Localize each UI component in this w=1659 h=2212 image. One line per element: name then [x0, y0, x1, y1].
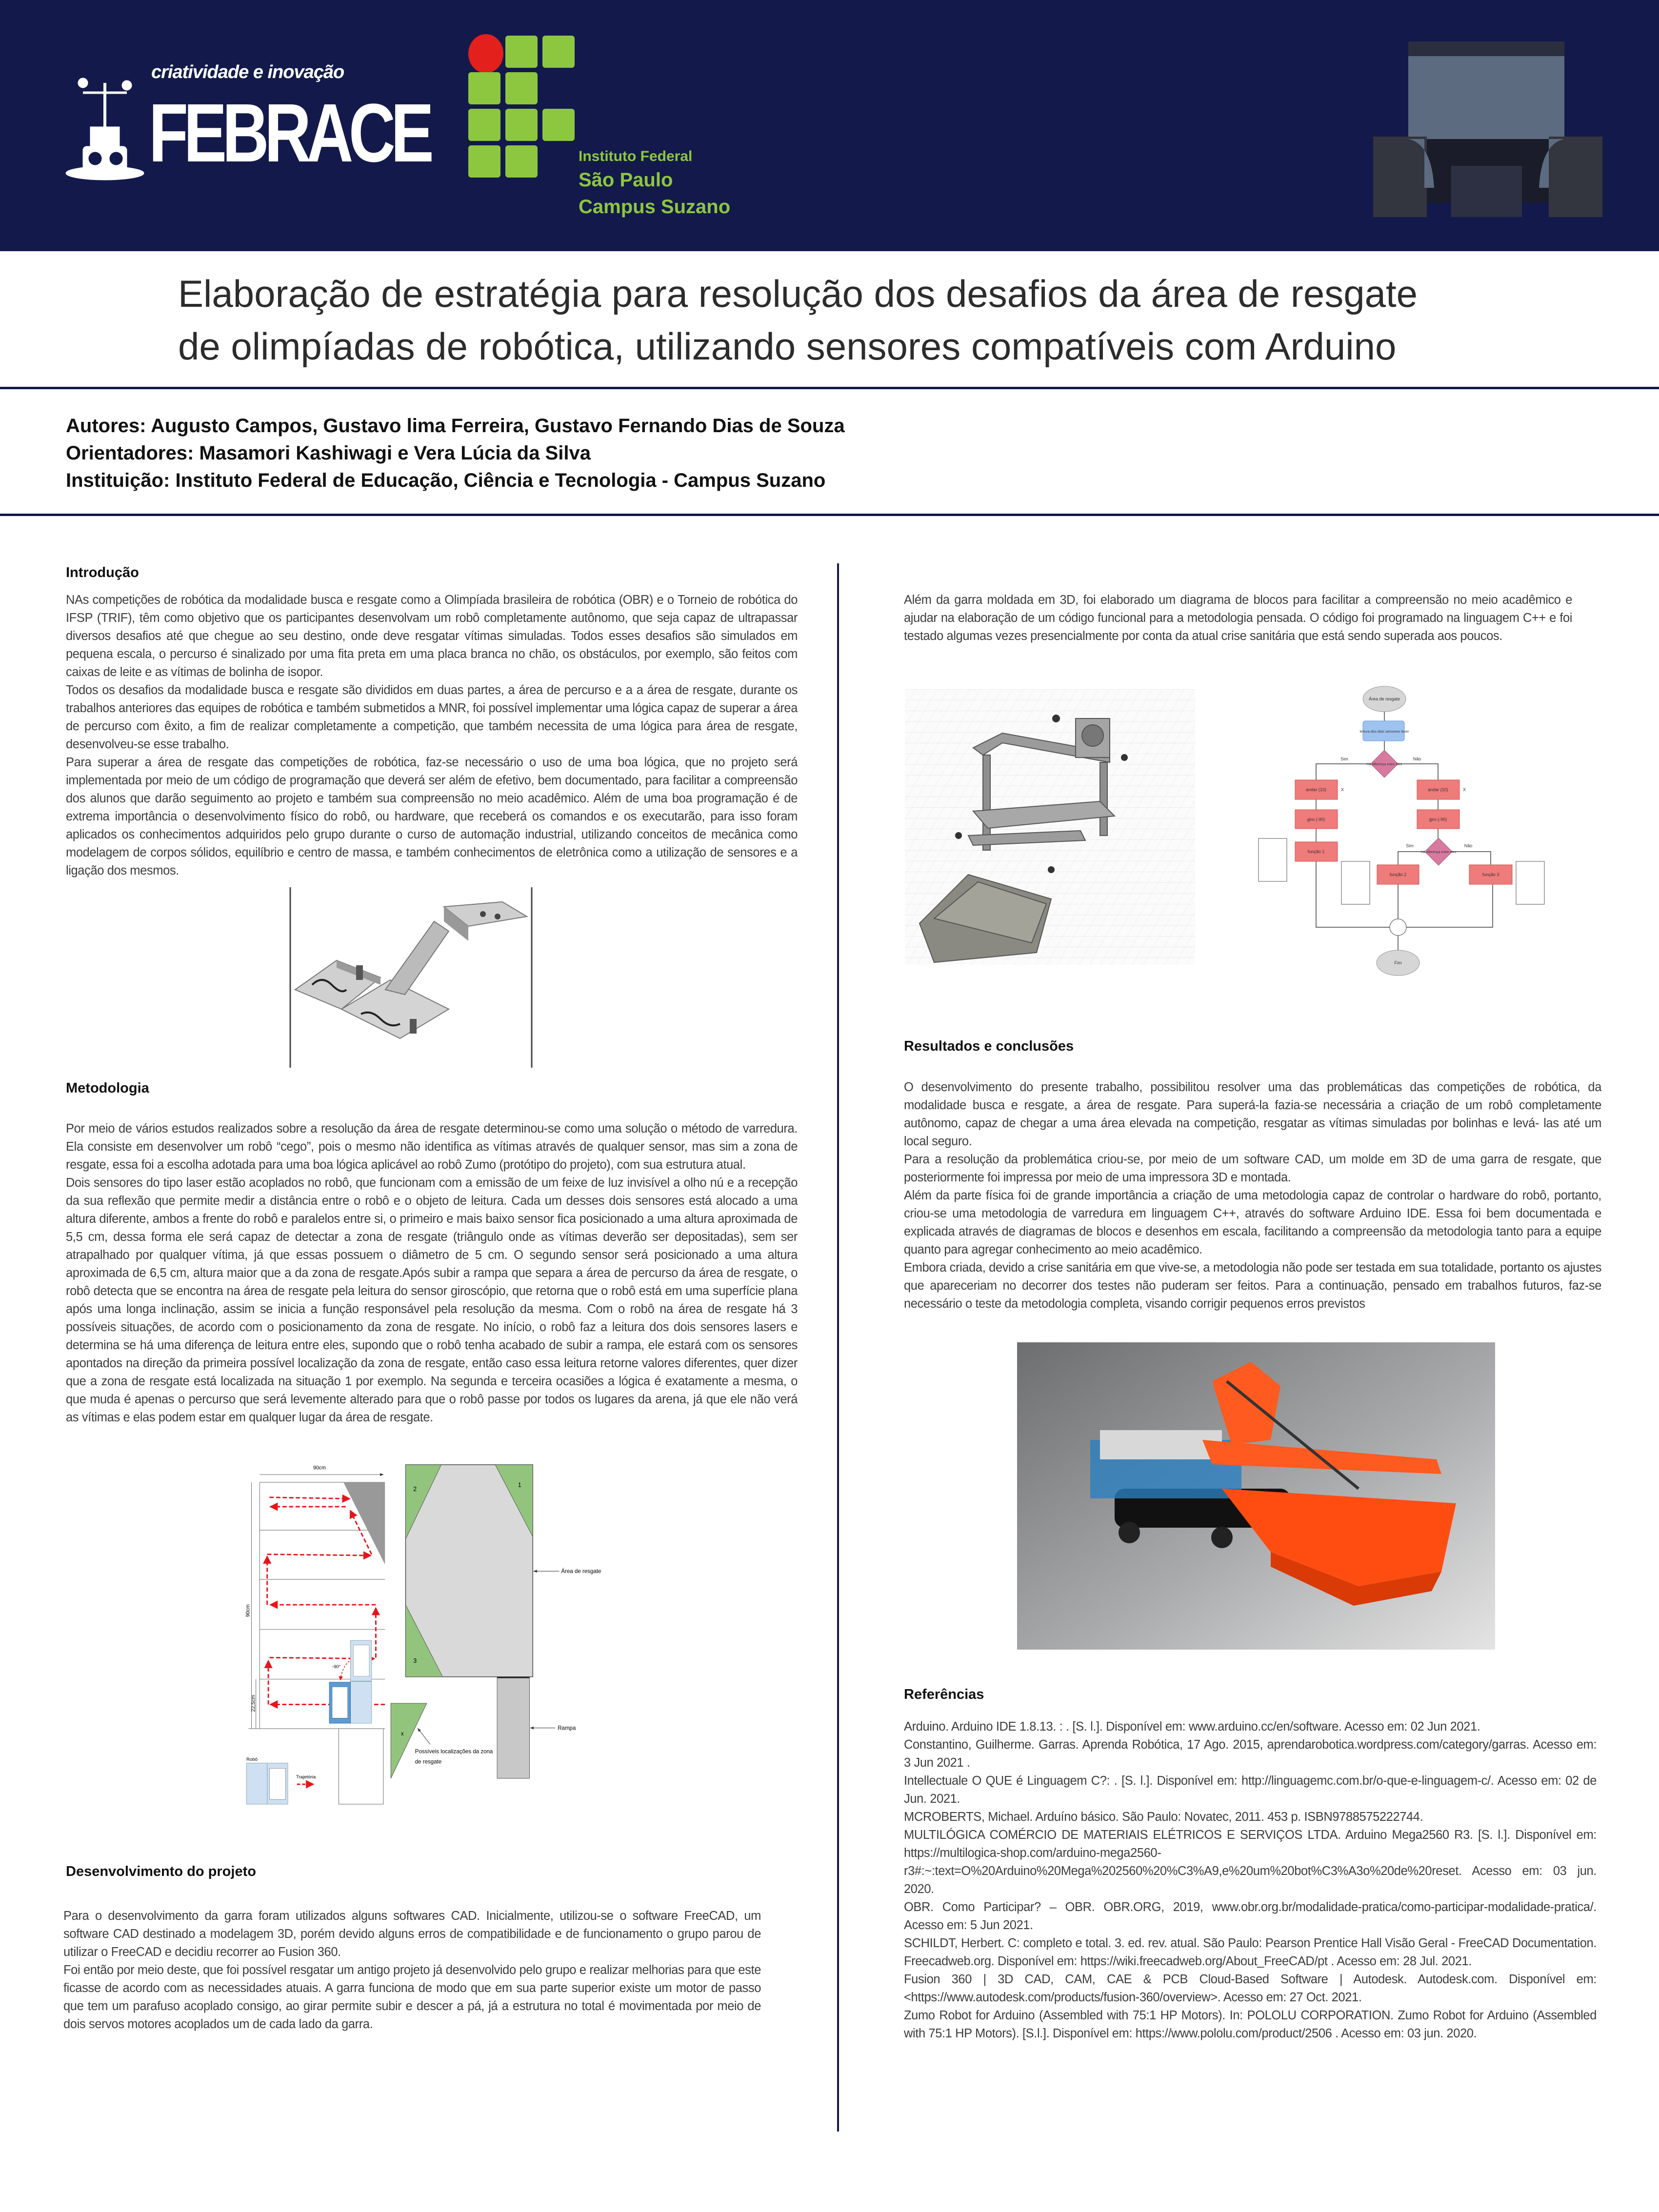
- flow-move-2: andar (10): [1428, 787, 1448, 792]
- reference-item: MULTILÓGICA COMÉRCIO DE MATERIAIS ELÉTRICOS E SERVIÇOS LTDA. Arduino Mega2560 R3. [S. l.]. Disponível em: https://multilogica-shop.com/arduino-mega2560- r3#:~:text=O%20Arduino%20Mega%202560%20%C3%A9,e%20um%20bot%C3%A3o%20de%20reset. Acesso em: 03 jun. 2020.: [904, 1828, 1597, 1896]
- height-label: 90cm: [245, 1604, 251, 1617]
- advisors-line: Orientadores: Masamori Kashiwagi e Vera Lúcia da Silva: [66, 442, 591, 464]
- area-label: Área de resgate: [561, 1569, 601, 1575]
- reference-item: Zumo Robot for Arduino (Assembled with 75:1 HP Motors). In: POLOLU CORPORATION. Zumo Robot for Arduino (Assembled with 75:1 HP Motors). [S.l.]. Disponível em: https://www.pololu.com/product/2506 . Acesso em: 03 jun. 2020.: [904, 2009, 1597, 2040]
- flow-start: Área de resgate: [1368, 697, 1400, 701]
- if-logo: [468, 34, 580, 180]
- section-heading-introducao: Introdução: [66, 565, 139, 580]
- if-line-3: Campus Suzano: [579, 196, 731, 218]
- left-column: [63, 564, 798, 2033]
- reference-item: Intellectuale O QUE é Linguagem C?: . [S. l.]. Disponível em: http://linguagemc.com.br/o-que-e-linguagem-c/. Acesso em: 02 de Jun. 2021.: [904, 1774, 1597, 1806]
- flow-f3: função 3: [1482, 872, 1499, 877]
- flow-x-2: X: [1462, 787, 1466, 792]
- flowchart-diagram: [1249, 679, 1551, 1001]
- flow-move: andar (10): [1306, 787, 1326, 792]
- flow-end: Fim: [1394, 960, 1402, 965]
- febrace-tagline: criatividade e inovação: [151, 62, 344, 82]
- paragraph: NAs competições de robótica da modalidade busca e resgate como a Olimpíada brasileira de robótica (OBR) e o Torneio de robótica do IFSP (TRIF), têm como objetivo que os participantes desenvolvam um robô completamente autônomo, que seja capaz de ultrapassar diversos desafios até que chegue ao seu destino, onde deve resgatar vítimas simuladas. Todos esses desafios são simulados em pequena escala, o percurso é sinalizado por uma fita preta em uma placa branca no chão, os obstáculos, por exemplo, são feitos com caixas de leite e as vítimas de bolinha de isopor.: [66, 593, 798, 679]
- if-line-1: Instituto Federal: [579, 148, 693, 164]
- header-band: [0, 0, 1659, 251]
- column-divider: [837, 563, 839, 2132]
- flow-read: leitura dos dois sensores laser: [1359, 729, 1409, 734]
- robot-illustration-icon: [1373, 41, 1612, 217]
- paragraph: Dois sensores do tipo laser estão acoplados no robô, que funcionam com a emissão de um feixe de luz invisível a olho nú e a recepção da sua reflexão que permite medir a distância entre o robô e o objeto de leitura. Cada um desses dois sensores está alocado a uma altura diferente, ambos a frente do robô e paralelos entre si, o primeiro e mais baixo sensor fica posicionado a uma altura aproximada de 5,5 cm, dessa forma ele será capaz de detectar a zona de resgate (triângulo onde as vítimas deverão ser depositadas), sem ser atrapalhado por qualquer vítima, já que essas possuem o diâmetro de 5 cm. O segundo sensor será posicionado a uma altura aproximada de 6,5 cm, altura maior que a da zona de resgate.Após subir a rampa que separa a área de percurso da área de resgate, o robô detecta que se encontra na área de resgate pela leitura do sensor giroscópio, que retorna que o robô está em uma superfície plana após uma longa inclinação, assim se inicia a função responsável pela resolução da mesma. Com o robô na área de resgate há 3 possíveis situações, de acordo com o posicionamento da zona de resgate. No início, o robô faz a leitura dos dois sensores lasers e determina se há uma diferença de leitura entre eles, supondo que o robô tenha acabado de subir a rampa, ele estará com os sensores apontados na direção da primeira possível localização da zona de resgate, então caso essa leitura retorne valores diferentes, quer dizer que a zona de resgate está localizada na situação 1 por exemplo. Na segunda e terceira ocasiões a lógica é exatamente a mesma, o que muda é apenas o percurso que será levemente alterado para que o robô passe por todos os lugares da arena, já que ele não verá as vítimas e elas podem estar em qualquer lugar da área de resgate.: [66, 1176, 798, 1424]
- section-heading-resultados: Resultados e conclusões: [904, 1038, 1074, 1054]
- zone-x-label: x: [400, 1731, 404, 1737]
- legend-path-label: Trajetória: [296, 1774, 316, 1780]
- right-intro-text: Além da garra moldada em 3D, foi elaborado um diagrama de blocos para facilitar a compreensão no meio acadêmico e ajudar na elaboração de um código funcional para a metodologia pensada. O código foi programado na linguagem C++ e foi testado algumas vezes presencialmente por conta da atual crise sanitária que está sendo superada aos poucos.: [904, 593, 1572, 643]
- claw-cad-image: [905, 689, 1195, 965]
- flow-x: X: [1340, 787, 1344, 792]
- zone-2-label: 2: [413, 1485, 417, 1493]
- title-line-1: Elaboração de estratégia para resolução dos desafios da área de resgate: [178, 272, 1418, 315]
- flow-decision-2: Há diferença entre eles: [1420, 851, 1457, 854]
- divider: [0, 387, 1659, 389]
- flow-turn: giro (-90): [1307, 817, 1325, 822]
- zones-label: de resgate: [415, 1759, 442, 1765]
- intro-text: [66, 591, 798, 880]
- section-heading-metodologia: Metodologia: [66, 1080, 149, 1096]
- paragraph: Para superar a área de resgate das competições de robótica, faz-se necessário o uso de uma boa lógica, que no projeto será implementada por meio de um código de programação que deverá ser além de efetivo, bem documentado, para facilitar a compreensão dos alunos que darão seguimento ao projeto e também sua compreensão no meio acadêmico. Além de uma boa programação é de extrema importância o desenvolvimento físico do robô, ou hardware, que receberá os comandos e os executarão, para isso foram aplicados os conhecimentos adquiridos pelo grupo durante o curso de automação industrial, utilizando conceitos de mecânica como modelagem de corpos sólidos, equilíbrio e centro de massa, e também conhecimentos de eletrônica como a utilização de sensores e a ligação dos mesmos.: [66, 756, 798, 877]
- zone-3-label: 3: [413, 1657, 417, 1664]
- section-heading-desenvolvimento: Desenvolvimento do projeto: [66, 1864, 256, 1879]
- metodologia-text: [66, 1120, 798, 1427]
- turn-label: -90°: [332, 1664, 341, 1670]
- divider: [0, 514, 1659, 516]
- right-column: [904, 591, 1601, 2043]
- flow-no: Não: [1413, 757, 1421, 761]
- reference-item: OBR. Como Participar? – OBR. OBR.ORG, 2019, www.obr.org.br/modalidade-pratica/como-participar-modalidade-pratica/. Acesso em: 5 Jun 2021.: [904, 1900, 1597, 1932]
- entry-label: 22,5cm: [250, 1694, 257, 1712]
- width-label: 90cm: [313, 1465, 326, 1471]
- desenvolvimento-text: [63, 1907, 761, 2033]
- legend-robot-label: Robô: [246, 1756, 258, 1762]
- paragraph: Para a resolução da problemática criou-se, por meio de um software CAD, um molde em 3D de uma garra de resgate, que posteriormente foi impressa por meio de uma impressora 3D e montada.: [904, 1153, 1601, 1184]
- flow-decision: Há diferença entre eles: [1366, 763, 1402, 766]
- references-list: [904, 1718, 1597, 2043]
- track-3d-image: [288, 887, 537, 1068]
- paragraph: Para o desenvolvimento da garra foram utilizados alguns softwares CAD. Inicialmente, utilizou-se o software FreeCAD, um software CAD destinado a modelagem 3D, porém devido alguns erros de compatibilidade e de funcionamento o grupo parou de utilizar o FreeCAD e decidiu recorrer ao Fusion 360.: [63, 1909, 761, 1959]
- authors-block: [66, 412, 845, 494]
- reference-item: SCHILDT, Herbert. C: completo e total. 3. ed. rev. atual. São Paulo: Pearson Prentice Hall Visão Geral - FreeCAD Documentation. Freecadweb.org. Disponível em: https://wiki.freecadweb.org/About_FreeCAD/pt . Acesso em: 28 Jul. 2021.: [904, 1936, 1597, 1968]
- paragraph: Além da parte física foi de grande importância a criação de uma metodologia capaz de controlar o hardware do robô, portanto, criou-se uma metodologia de varredura em linguagem C++, através do software Arduino IDE. Essa foi bem documentada e explicada através de diagramas de blocos e desenhos em escala, facilitando a compreensão da metodologia tanto para a equipe quanto para agregar conhecimento ao meio acadêmico.: [904, 1189, 1601, 1256]
- institution-line: Instituição: Instituto Federal de Educação, Ciência e Tecnologia - Campus Suzano: [66, 470, 826, 491]
- flow-f2: função 2: [1389, 872, 1407, 877]
- ramp-label: Rampa: [558, 1725, 576, 1732]
- flow-yes-2: Sim: [1406, 843, 1414, 848]
- febrace-wordmark: FEBRACE: [149, 87, 430, 179]
- if-line-2: São Paulo: [579, 169, 673, 191]
- reference-item: Fusion 360 | 3D CAD, CAM, CAE & PCB Cloud-Based Software | Autodesk. Autodesk.com. Disponível em: <https://www.autodesk.com/products/fusion-360/overview>. Acesso em: 27 Oct. 2021.: [904, 1973, 1597, 2004]
- paragraph: Por meio de vários estudos realizados sobre a resolução da área de resgate determinou-se como uma solução o método de varredura. Ela consiste em desenvolver um robô “cego”, pois o mesmo não identifica as vítimas através de qualquer sensor, mas sim a zona de resgate, essa foi a escolha adotada para uma boa lógica aplicável ao robô Zumo (protótipo do projeto), com sua estrutura atual.: [66, 1122, 798, 1172]
- arena-diagram: [59, 1451, 790, 1822]
- flow-f1: função 1: [1307, 849, 1325, 854]
- paragraph: Embora criada, devido a crise sanitária em que vive-se, a metodologia não pode ser testada em sua totalidade, portanto os ajustes que apareceriam no decorrer dos testes não puderam ser feitos. Para a continuação, pensado em trabalhos futuros, faz-se necessário o teste da metodologia completa, visando corrigir pequenos erros previstos: [904, 1261, 1601, 1311]
- section-heading-referencias: Referências: [904, 1687, 984, 1702]
- flow-no-2: Não: [1464, 843, 1473, 848]
- reference-item: Constantino, Guilherme. Garras. Aprenda Robótica, 17 Ago. 2015, aprendarobotica.wordpress.com/category/garras. Acesso em: 3 Jun 2021 .: [904, 1738, 1597, 1770]
- paragraph: Foi então por meio deste, que foi possível resgatar um antigo projeto já desenvolvido pelo grupo e realizar melhorias para que este ficasse de acordo com as necessidades atuais. A garra funciona de modo que em sua parte superior existe um motor de passo que tem um parafuso acoplado consigo, ao girar permite subir e descer a pá, já a estrutura no total é movimentada por meio de dois servos motores acoplados um de cada lado da garra.: [63, 1963, 761, 2031]
- robot-mascot-icon: [63, 73, 151, 180]
- paragraph: Todos os desafios da modalidade busca e resgate são divididos em duas partes, a área de percurso e a a área de resgate, durante os trabalhos anteriores das equipes de robótica e também submetidos a MNR, foi possível implementar uma lógica capaz de superar a área de percurso com êxito, a fim de realizar completamente a competição, que também necessita de uma lógica para área de resgate, desenvolveu-se esse trabalho.: [66, 683, 798, 751]
- authors-line: Autores: Augusto Campos, Gustavo lima Ferreira, Gustavo Fernando Dias de Souza: [66, 415, 845, 437]
- zone-1-label: 1: [518, 1481, 521, 1489]
- paragraph: O desenvolvimento do presente trabalho, possibilitou resolver uma das problemáticas das competições de robótica, da modalidade busca e resgate, a área de resgate. Para superá-la fazia-se necessária a criação de um robô completamente autônomo, capaz de chegar a uma área elevada na competição, resgatar as vítimas simuladas por bolinhas e levá- las até um local seguro.: [904, 1080, 1601, 1148]
- title-line-2: de olimpíadas de robótica, utilizando sensores compatíveis com Arduino: [178, 325, 1397, 368]
- poster-title: [178, 267, 1495, 373]
- flow-turn-2: giro (-90): [1429, 817, 1447, 822]
- robot-photo: [1017, 1342, 1495, 1650]
- reference-item: MCROBERTS, Michael. Arduíno básico. São Paulo: Novatec, 2011. 453 p. ISBN9788575222744.: [904, 1810, 1423, 1824]
- resultados-text: [904, 1078, 1601, 1313]
- reference-item: Arduino. Arduino IDE 1.8.13. : . [S. l.]. Disponível em: www.arduino.cc/en/software. Acesso em: 02 Jun 2021.: [904, 1720, 1480, 1734]
- flow-yes: Sim: [1340, 757, 1348, 761]
- zones-label: Possíveis localizações da zona: [415, 1749, 493, 1755]
- figures-row: [904, 679, 1551, 1001]
